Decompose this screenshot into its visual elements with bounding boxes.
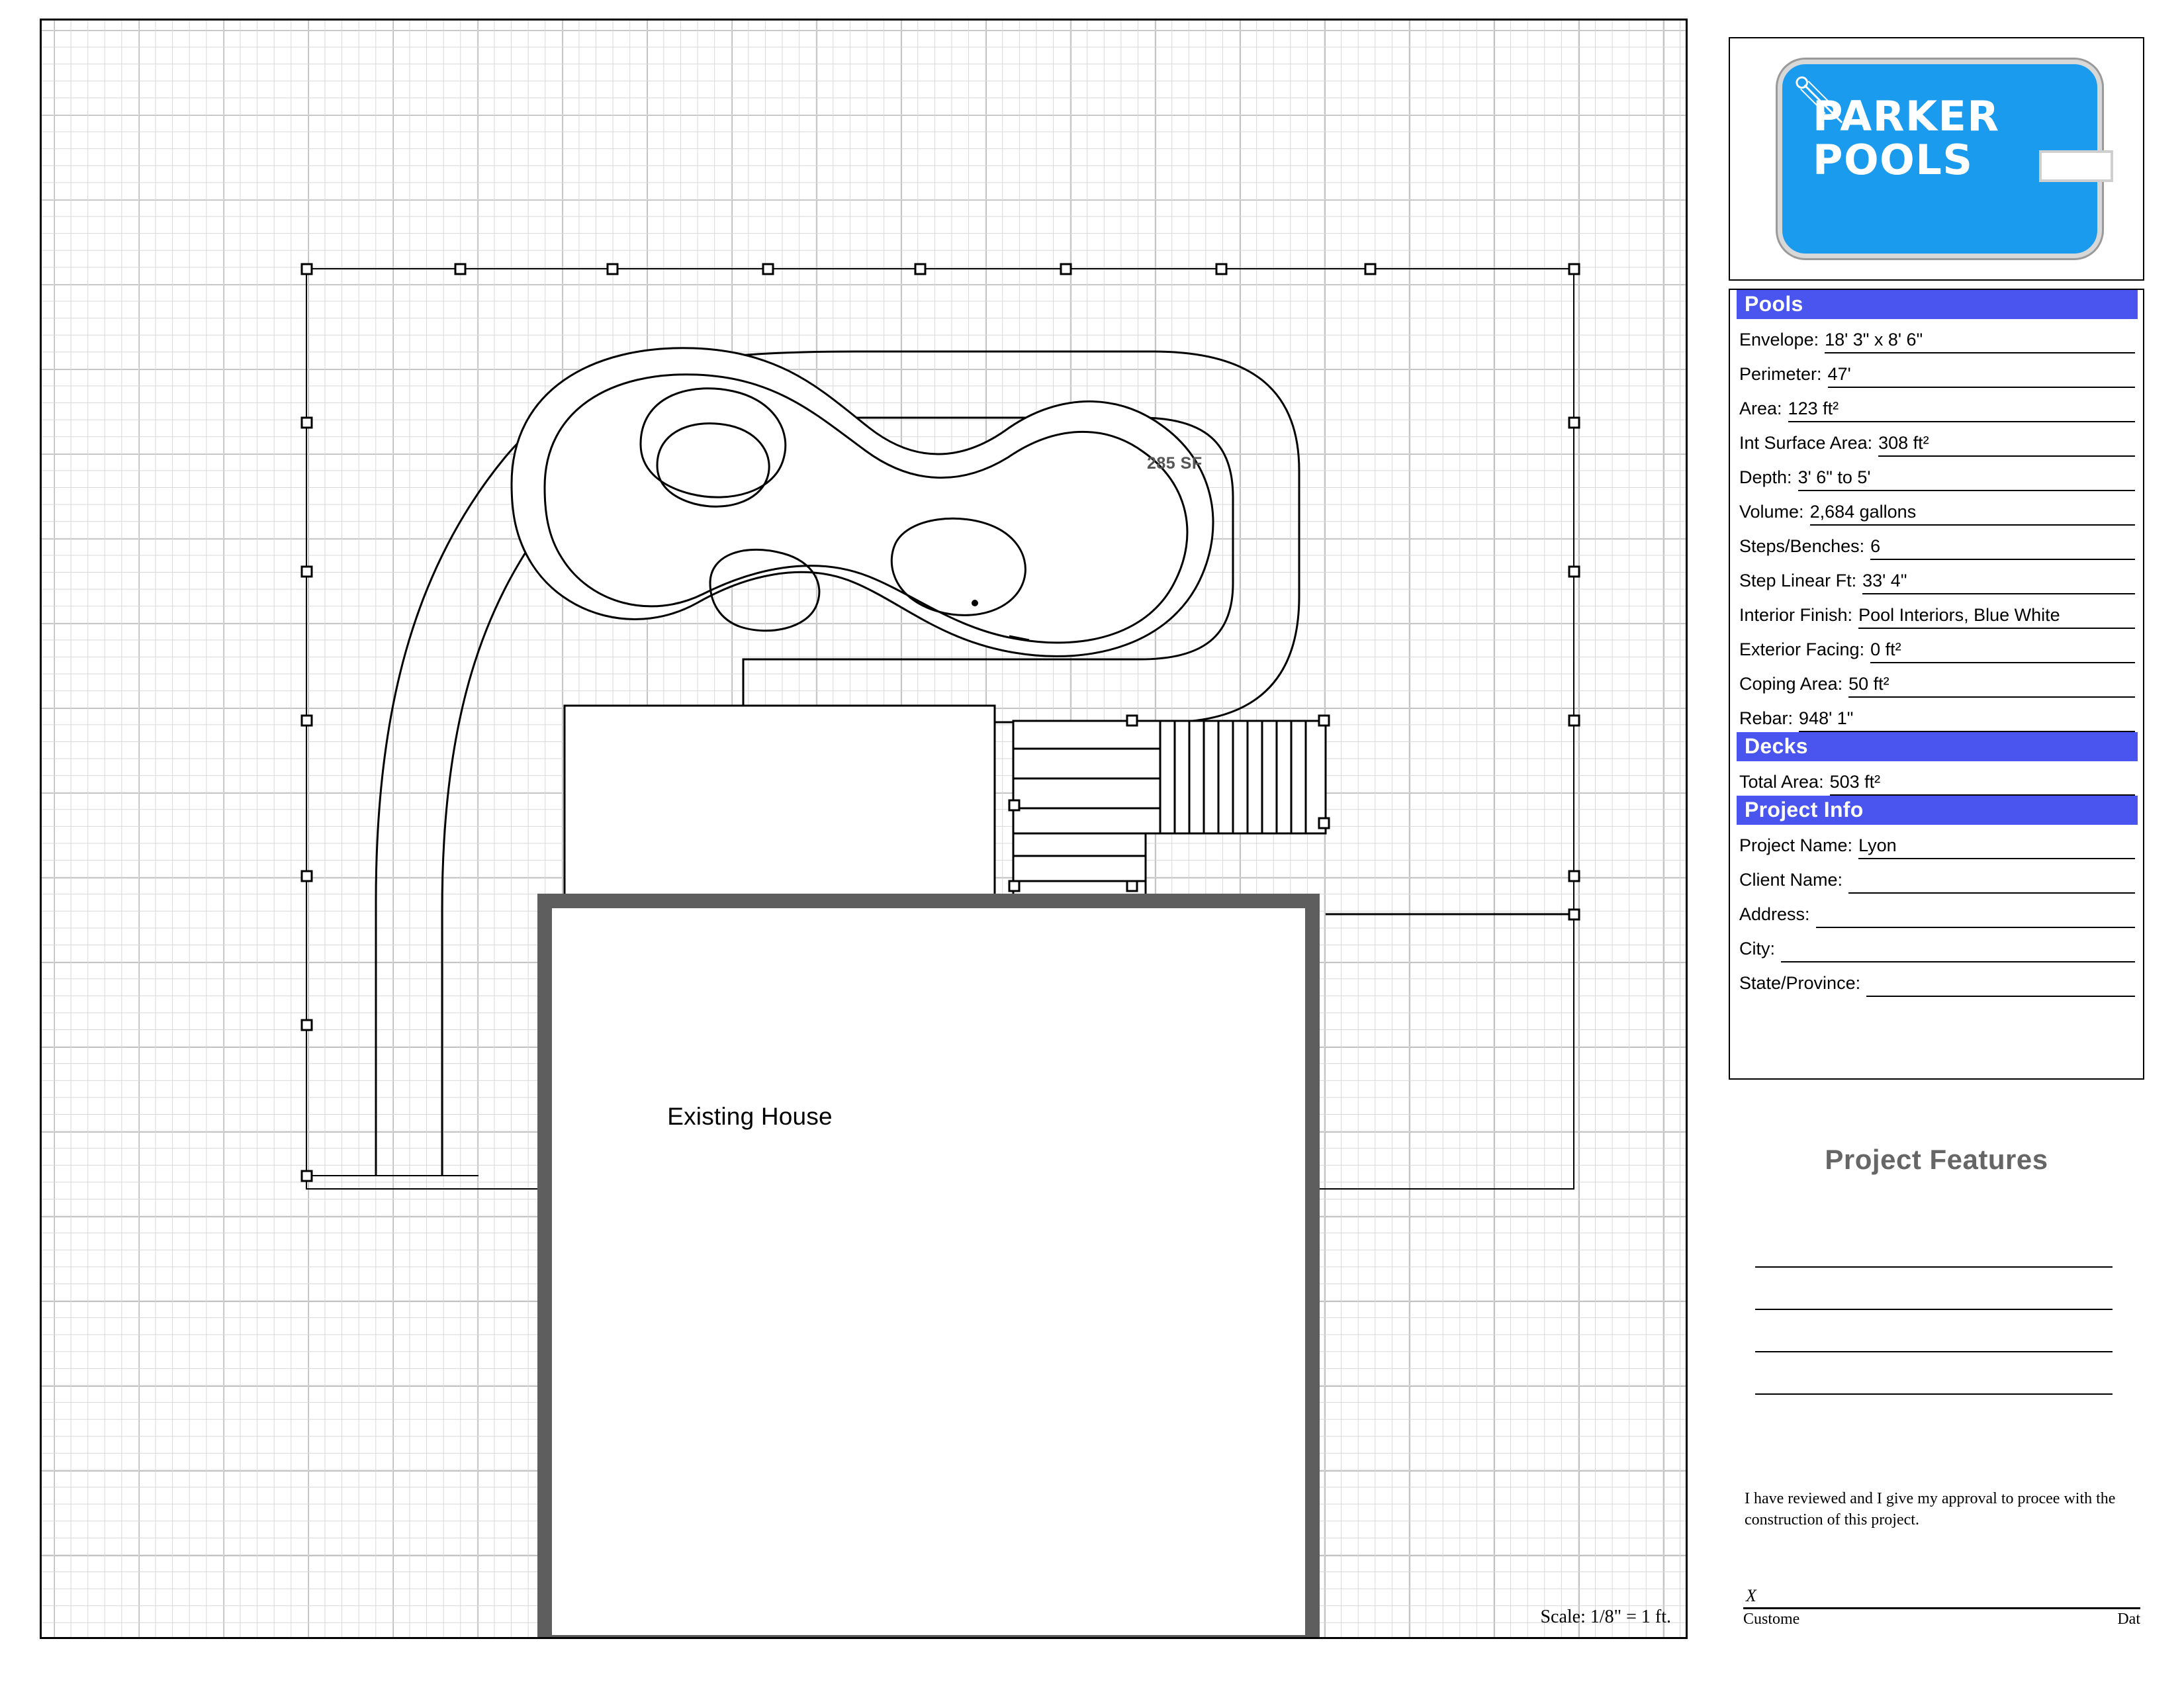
spec-label: Envelope: xyxy=(1739,330,1819,350)
spec-row-depth xyxy=(1730,457,2143,491)
spec-value-area[interactable]: 123 ft² xyxy=(1788,399,2135,422)
customer-label: Custome xyxy=(1743,1611,1800,1628)
spec-row-area xyxy=(1730,388,2143,422)
spec-label: Area: xyxy=(1739,399,1782,418)
spec-row-steps-benches xyxy=(1730,526,2143,560)
spec-value-project-name[interactable]: Lyon xyxy=(1858,835,2135,859)
spec-value-exterior-facing[interactable]: 0 ft² xyxy=(1870,639,2135,663)
section-header-project-info: Project Info xyxy=(1737,796,2138,825)
logo-wordmark xyxy=(1813,92,2000,185)
specifications-table xyxy=(1729,289,2144,1080)
spec-value-deck-total-area[interactable]: 503 ft² xyxy=(1830,772,2135,796)
spec-label: Project Name: xyxy=(1739,835,1853,855)
spec-row-project-name xyxy=(1730,825,2143,859)
spec-value-rebar[interactable]: 948' 1" xyxy=(1799,708,2135,732)
spec-label: Int Surface Area: xyxy=(1739,433,1873,453)
feature-line-1[interactable] xyxy=(1755,1232,2113,1268)
logo-tab-shape xyxy=(2039,150,2113,182)
spec-row-rebar xyxy=(1730,698,2143,732)
feature-line-3[interactable] xyxy=(1755,1317,2113,1352)
section-header-pools: Pools xyxy=(1737,290,2138,319)
date-label: Dat xyxy=(2117,1611,2140,1628)
section-header-decks: Decks xyxy=(1737,732,2138,761)
spec-label: City: xyxy=(1739,939,1775,959)
pool-area-label: 285 SF xyxy=(1147,454,1203,473)
spec-label: Depth: xyxy=(1739,467,1792,487)
spec-row-coping-area xyxy=(1730,663,2143,698)
spec-row-envelope xyxy=(1730,319,2143,353)
title-block-panel xyxy=(1729,37,2154,1672)
spec-label: Step Linear Ft: xyxy=(1739,571,1857,590)
spec-row-step-linear-ft xyxy=(1730,560,2143,594)
spec-label: Steps/Benches: xyxy=(1739,536,1865,556)
project-features-title: Project Features xyxy=(1825,1144,2048,1175)
pool-plan-vector xyxy=(42,21,1686,1637)
spec-row-address xyxy=(1730,894,2143,928)
scale-label: Scale: 1/8" = 1 ft. xyxy=(1540,1607,1671,1627)
logo-plate xyxy=(1778,60,2102,258)
spec-value-volume[interactable]: 2,684 gallons xyxy=(1810,502,2135,526)
spec-label: Rebar: xyxy=(1739,708,1794,728)
spec-value-envelope[interactable]: 18' 3" x 8' 6" xyxy=(1825,330,2135,353)
spec-value-address[interactable] xyxy=(1816,925,2135,928)
spec-label: State/Province: xyxy=(1739,973,1861,993)
spec-value-steps-benches[interactable]: 6 xyxy=(1870,536,2135,560)
spec-value-state-province[interactable] xyxy=(1866,994,2135,997)
project-features-lines xyxy=(1755,1232,2113,1401)
spec-label: Perimeter: xyxy=(1739,364,1822,384)
spec-row-perimeter xyxy=(1730,353,2143,388)
spec-row-city xyxy=(1730,928,2143,962)
spec-label: Address: xyxy=(1739,904,1810,924)
logo-line-2: POOLS xyxy=(1813,136,1974,185)
signature-x-mark: X xyxy=(1746,1586,1756,1605)
feature-line-2[interactable] xyxy=(1755,1274,2113,1310)
spec-label: Coping Area: xyxy=(1739,674,1843,694)
signature-block xyxy=(1743,1586,2154,1628)
spec-value-interior-finish[interactable]: Pool Interiors, Blue White xyxy=(1858,605,2135,629)
existing-house-label: Existing House xyxy=(667,1103,833,1130)
spec-label: Total Area: xyxy=(1739,772,1824,792)
spec-value-city[interactable] xyxy=(1781,959,2135,962)
spec-row-int-surface-area xyxy=(1730,422,2143,457)
spec-row-client-name xyxy=(1730,859,2143,894)
spec-value-int-surface-area[interactable]: 308 ft² xyxy=(1878,433,2135,457)
spec-value-client-name[interactable] xyxy=(1848,890,2135,894)
spec-row-deck-total-area xyxy=(1730,761,2143,796)
approval-statement: I have reviewed and I give my approval to procee with the construction of this project. xyxy=(1745,1490,2116,1529)
spec-value-step-linear-ft[interactable]: 33' 4" xyxy=(1862,571,2135,594)
spec-label: Client Name: xyxy=(1739,870,1843,890)
plan-drawing-canvas[interactable] xyxy=(40,19,1688,1639)
spec-value-depth[interactable]: 3' 6" to 5' xyxy=(1798,467,2135,491)
spec-row-volume xyxy=(1730,491,2143,526)
spec-value-coping-area[interactable]: 50 ft² xyxy=(1848,674,2135,698)
company-logo-box xyxy=(1729,37,2144,281)
feature-line-4[interactable] xyxy=(1755,1359,2113,1395)
spec-row-state-province xyxy=(1730,962,2143,997)
spec-label: Exterior Facing: xyxy=(1739,639,1865,659)
logo-line-1: PARKER xyxy=(1813,92,2000,140)
spec-label: Interior Finish: xyxy=(1739,605,1853,625)
spec-label: Volume: xyxy=(1739,502,1804,522)
spec-row-interior-finish xyxy=(1730,594,2143,629)
spec-row-exterior-facing xyxy=(1730,629,2143,663)
spec-value-perimeter[interactable]: 47' xyxy=(1828,364,2135,388)
